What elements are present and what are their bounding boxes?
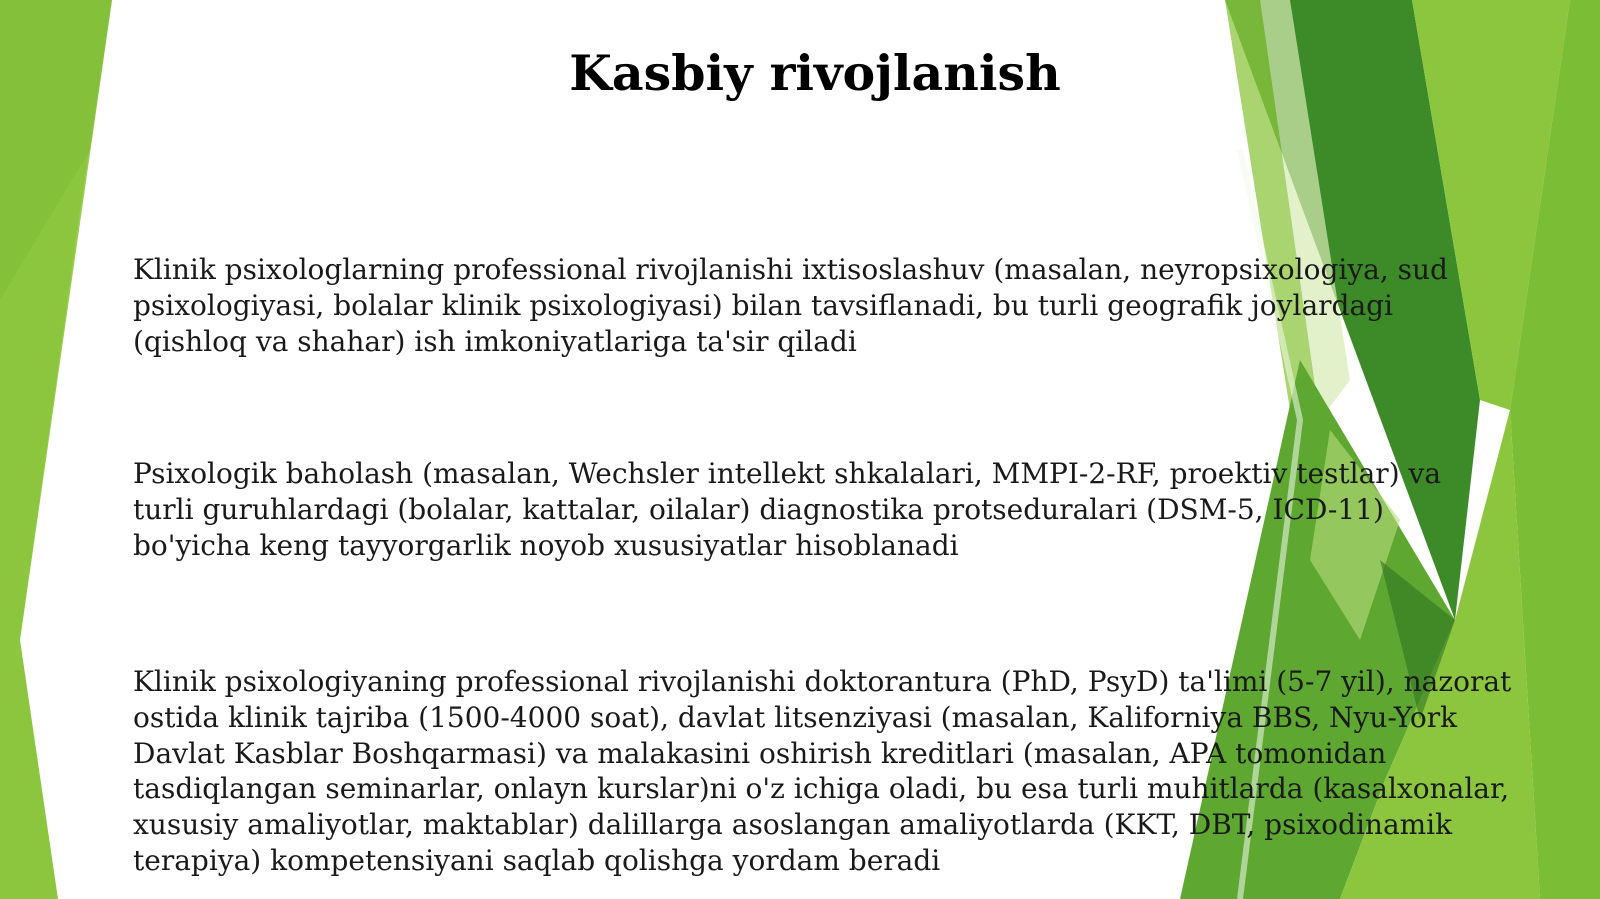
- paragraph-specialization: Klinik psixologlarning professional rivojlanishi ixtisoslashuv (masalan, neyropsixologiya, sud psixologiyasi, bolalar klinik psixologiyasi) bilan tavsiflanadi, bu turli geografik joylardagi (qishloq va shahar) ish imkoniyatlariga ta'sir qiladi: [133, 253, 1448, 358]
- slide-title: Kasbiy rivojlanish: [569, 44, 1061, 102]
- paragraph-assessment: Psixologik baholash (masalan, Wechsler intellekt shkalalari, MMPI-2-RF, proektiv testlar) va turli guruhlardagi (bolalar, kattalar, oilalar) diagnostika protseduralari (DSM-5, ICD-11) bo'yicha keng tayyorgarlik noyob xususiyatlar hisoblanadi: [133, 457, 1442, 562]
- paragraph-doctoral-training: Klinik psixologiyaning professional rivojlanishi doktorantura (PhD, PsyD) ta'limi (5-7 yil), nazorat ostida klinik tajriba (1500-4000 soat), davlat litsenziyasi (masalan, Kaliforniya BBS, Nyu-York Davlat Kasblar Boshqarmasi) va malakasini oshirish kreditlari (masalan, APA tomonidan tasdiqlangan seminarlar, onlayn kurslar)ni o'z ichiga oladi, bu esa turli muhitlarda (kasalxonalar, xususiy amaliyotlar, maktablar) dalillarga asoslangan amaliyotlarda (KKT, DBT, psixodinamik terapiya) kompetensiyani saqlab qolishga yordam beradi: [133, 665, 1512, 877]
